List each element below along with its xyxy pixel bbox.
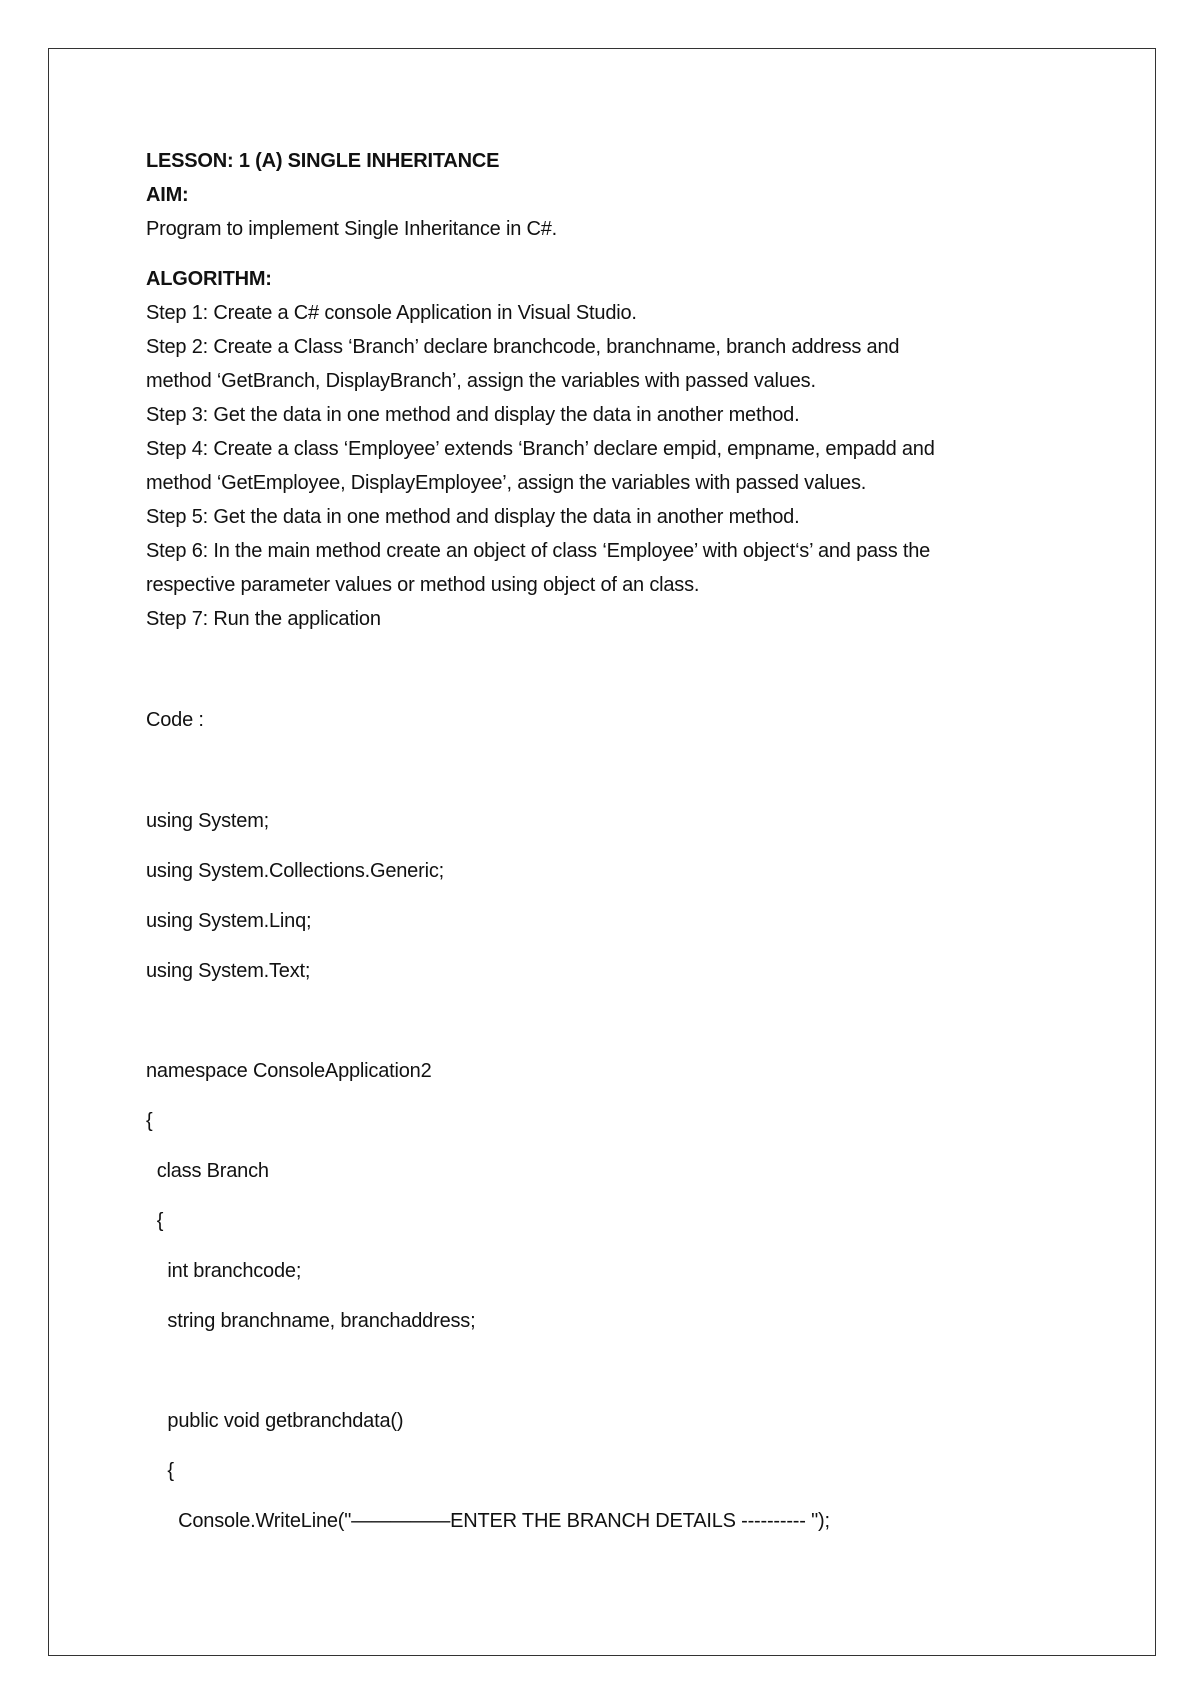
lesson-title: LESSON: 1 (A) SINGLE INHERITANCE xyxy=(146,150,500,172)
algorithm-step-line: method ‘GetEmployee, DisplayEmployee’, assign the variables with passed values. xyxy=(146,472,867,494)
algorithm-step-line: Step 1: Create a C# console Application in Visual Studio. xyxy=(146,302,637,324)
algorithm-step-line: Step 5: Get the data in one method and display the data in another method. xyxy=(146,506,800,528)
algorithm-step-line: Step 7: Run the application xyxy=(146,608,381,630)
code-line: { xyxy=(146,1210,164,1232)
algorithm-step-line: respective parameter values or method using object of an class. xyxy=(146,574,700,596)
code-line: using System.Collections.Generic; xyxy=(146,860,444,882)
code-line: public void getbranchdata() xyxy=(146,1410,404,1432)
code-line: int branchcode; xyxy=(146,1260,302,1282)
algorithm-step-line: Step 2: Create a Class ‘Branch’ declare branchcode, branchname, branch address and xyxy=(146,336,900,358)
code-line: { xyxy=(146,1460,174,1482)
algorithm-step-line: method ‘GetBranch, DisplayBranch’, assign the variables with passed values. xyxy=(146,370,816,392)
code-line: string branchname, branchaddress; xyxy=(146,1310,476,1332)
aim-text: Program to implement Single Inheritance in C#. xyxy=(146,218,558,240)
aim-heading: AIM: xyxy=(146,184,189,206)
code-line: using System.Text; xyxy=(146,960,311,982)
code-line: Console.WriteLine("—————ENTER THE BRANCH DETAILS ---------- "); xyxy=(146,1510,830,1532)
code-line: class Branch xyxy=(146,1160,269,1182)
code-line: namespace ConsoleApplication2 xyxy=(146,1060,432,1082)
code-label: Code : xyxy=(146,709,204,731)
code-line: using System; xyxy=(146,810,270,832)
algorithm-heading: ALGORITHM: xyxy=(146,268,272,290)
algorithm-step-line: Step 6: In the main method create an object of class ‘Employee’ with object‘s’ and pass the xyxy=(146,540,931,562)
code-line: { xyxy=(146,1110,153,1132)
algorithm-step-line: Step 4: Create a class ‘Employee’ extends ‘Branch’ declare empid, empname, empadd and xyxy=(146,438,935,460)
code-line: using System.Linq; xyxy=(146,910,312,932)
algorithm-step-line: Step 3: Get the data in one method and display the data in another method. xyxy=(146,404,800,426)
